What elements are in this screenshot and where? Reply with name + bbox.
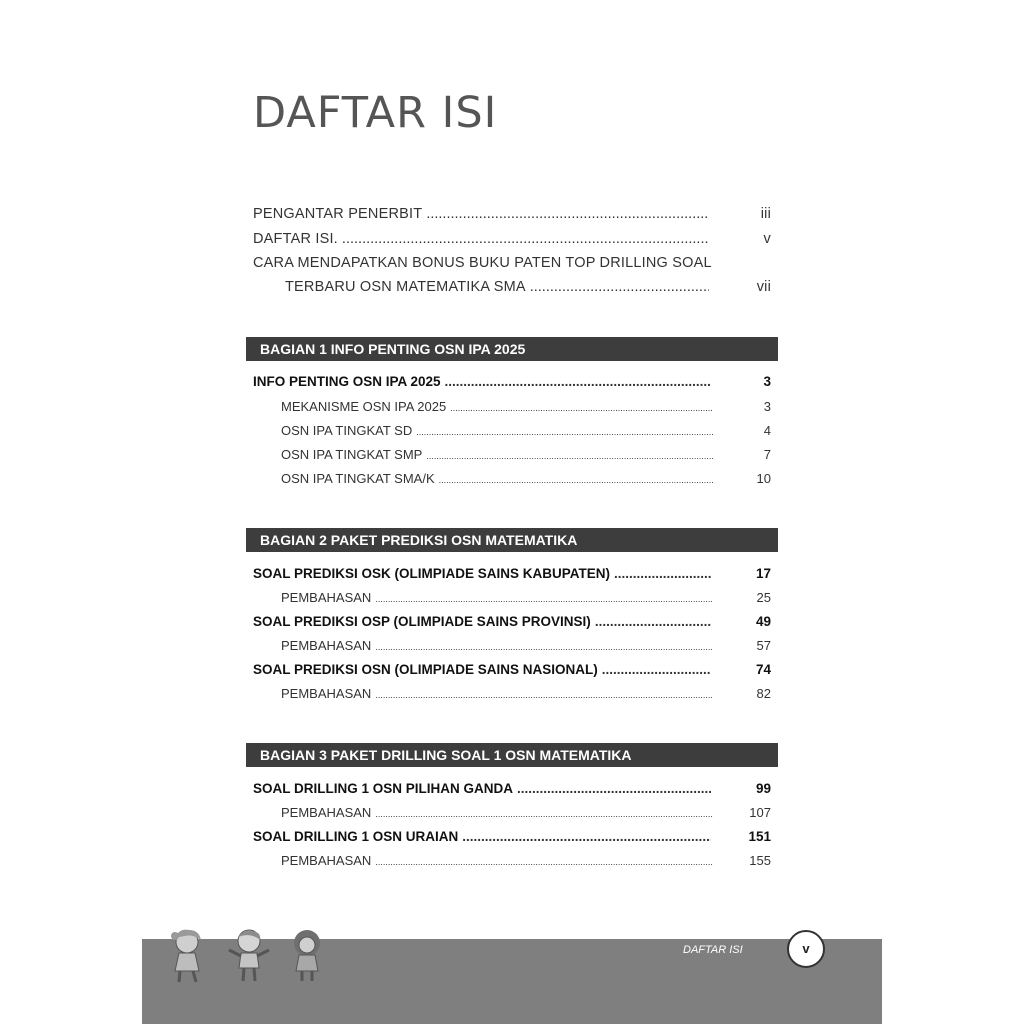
toc-entry-label: OSN IPA TINGKAT SD bbox=[281, 423, 413, 438]
leader-dots bbox=[342, 231, 709, 247]
toc-entry-page: 3 bbox=[763, 399, 771, 414]
toc-entry-label-line1: CARA MENDAPATKAN BONUS BUKU PATEN TOP DRILLING SOAL bbox=[253, 255, 712, 271]
toc-entry-label: PENGANTAR PENERBIT bbox=[253, 206, 423, 222]
toc-entry-label: PEMBAHASAN bbox=[281, 805, 372, 820]
page-title: DAFTAR ISI bbox=[253, 88, 498, 138]
leader-dots bbox=[602, 662, 711, 677]
toc-entry-page: v bbox=[763, 231, 771, 247]
page-number: v bbox=[787, 930, 825, 968]
toc-entry[interactable] bbox=[281, 423, 771, 438]
child-illustration-icon bbox=[225, 926, 273, 984]
section-header: BAGIAN 3 PAKET DRILLING SOAL 1 OSN MATEMATIKA bbox=[246, 743, 778, 767]
leader-dots bbox=[375, 857, 713, 867]
toc-entry[interactable] bbox=[253, 206, 771, 222]
leader-dots bbox=[375, 809, 713, 819]
toc-entry[interactable] bbox=[281, 447, 771, 462]
leader-dots bbox=[426, 451, 713, 461]
toc-entry[interactable] bbox=[253, 829, 771, 844]
toc-entry-page: 17 bbox=[755, 566, 771, 581]
leader-dots bbox=[517, 781, 711, 796]
section-header: BAGIAN 1 INFO PENTING OSN IPA 2025 bbox=[246, 337, 778, 361]
leader-dots bbox=[375, 690, 713, 700]
leader-dots bbox=[445, 374, 711, 389]
toc-entry[interactable] bbox=[253, 662, 771, 677]
leader-dots bbox=[426, 206, 709, 222]
toc-entry-page: 3 bbox=[763, 374, 771, 389]
toc-entry-label: SOAL DRILLING 1 OSN URAIAN bbox=[253, 829, 459, 844]
leader-dots bbox=[530, 279, 709, 295]
toc-entry-page: iii bbox=[760, 206, 771, 222]
leader-dots bbox=[439, 475, 713, 485]
toc-entry-page: 7 bbox=[763, 447, 771, 462]
child-illustration-icon bbox=[285, 926, 329, 984]
toc-entry[interactable] bbox=[281, 399, 771, 414]
toc-entry-label: SOAL PREDIKSI OSP (OLIMPIADE SAINS PROVINSI) bbox=[253, 614, 591, 629]
toc-entry[interactable] bbox=[253, 781, 771, 796]
toc-entry-page: 151 bbox=[748, 829, 771, 844]
toc-entry[interactable] bbox=[285, 279, 771, 295]
leader-dots bbox=[614, 566, 711, 581]
toc-entry-label: TERBARU OSN MATEMATIKA SMA bbox=[285, 279, 526, 295]
toc-entry[interactable] bbox=[253, 231, 771, 247]
leader-dots bbox=[450, 403, 713, 413]
toc-entry-label: SOAL PREDIKSI OSN (OLIMPIADE SAINS NASIONAL) bbox=[253, 662, 598, 677]
toc-entry[interactable] bbox=[253, 374, 771, 389]
toc-entry-page: 155 bbox=[749, 853, 771, 868]
toc-entry[interactable] bbox=[281, 638, 771, 653]
toc-entry-label: PEMBAHASAN bbox=[281, 638, 372, 653]
toc-entry-page: 107 bbox=[749, 805, 771, 820]
toc-entry-label: OSN IPA TINGKAT SMA/K bbox=[281, 471, 435, 486]
leader-dots bbox=[375, 594, 713, 604]
toc-entry-label: SOAL PREDIKSI OSK (OLIMPIADE SAINS KABUPATEN) bbox=[253, 566, 611, 581]
toc-entry-label: PEMBAHASAN bbox=[281, 590, 372, 605]
toc-entry-page: 99 bbox=[755, 781, 771, 796]
leader-dots bbox=[416, 427, 713, 437]
toc-entry-label: MEKANISME OSN IPA 2025 bbox=[281, 399, 447, 414]
toc-entry-label: PEMBAHASAN bbox=[281, 686, 372, 701]
toc-entry[interactable] bbox=[253, 614, 771, 629]
child-illustration-icon bbox=[163, 926, 213, 984]
toc-entry-page: 10 bbox=[756, 471, 771, 486]
toc-entry-page: 4 bbox=[763, 423, 771, 438]
toc-entry-page: 82 bbox=[756, 686, 771, 701]
section-header: BAGIAN 2 PAKET PREDIKSI OSN MATEMATIKA bbox=[246, 528, 778, 552]
toc-entry-label: DAFTAR ISI. bbox=[253, 231, 338, 247]
toc-entry-label: OSN IPA TINGKAT SMP bbox=[281, 447, 423, 462]
toc-entry-label: PEMBAHASAN bbox=[281, 853, 372, 868]
toc-entry-page: vii bbox=[756, 279, 771, 295]
toc-entry-page: 25 bbox=[756, 590, 771, 605]
toc-entry-page: 74 bbox=[755, 662, 771, 677]
footer-section-label: DAFTAR ISI bbox=[683, 944, 743, 956]
leader-dots bbox=[595, 614, 711, 629]
toc-entry-label: INFO PENTING OSN IPA 2025 bbox=[253, 374, 441, 389]
leader-dots bbox=[375, 642, 713, 652]
toc-entry[interactable] bbox=[281, 805, 771, 820]
toc-entry-page: 57 bbox=[756, 638, 771, 653]
toc-entry[interactable] bbox=[281, 471, 771, 486]
toc-entry[interactable] bbox=[281, 590, 771, 605]
leader-dots bbox=[462, 829, 711, 844]
toc-entry[interactable] bbox=[281, 853, 771, 868]
toc-entry[interactable] bbox=[281, 686, 771, 701]
toc-entry[interactable] bbox=[253, 566, 771, 581]
toc-entry-label: SOAL DRILLING 1 OSN PILIHAN GANDA bbox=[253, 781, 514, 796]
toc-entry-page: 49 bbox=[755, 614, 771, 629]
